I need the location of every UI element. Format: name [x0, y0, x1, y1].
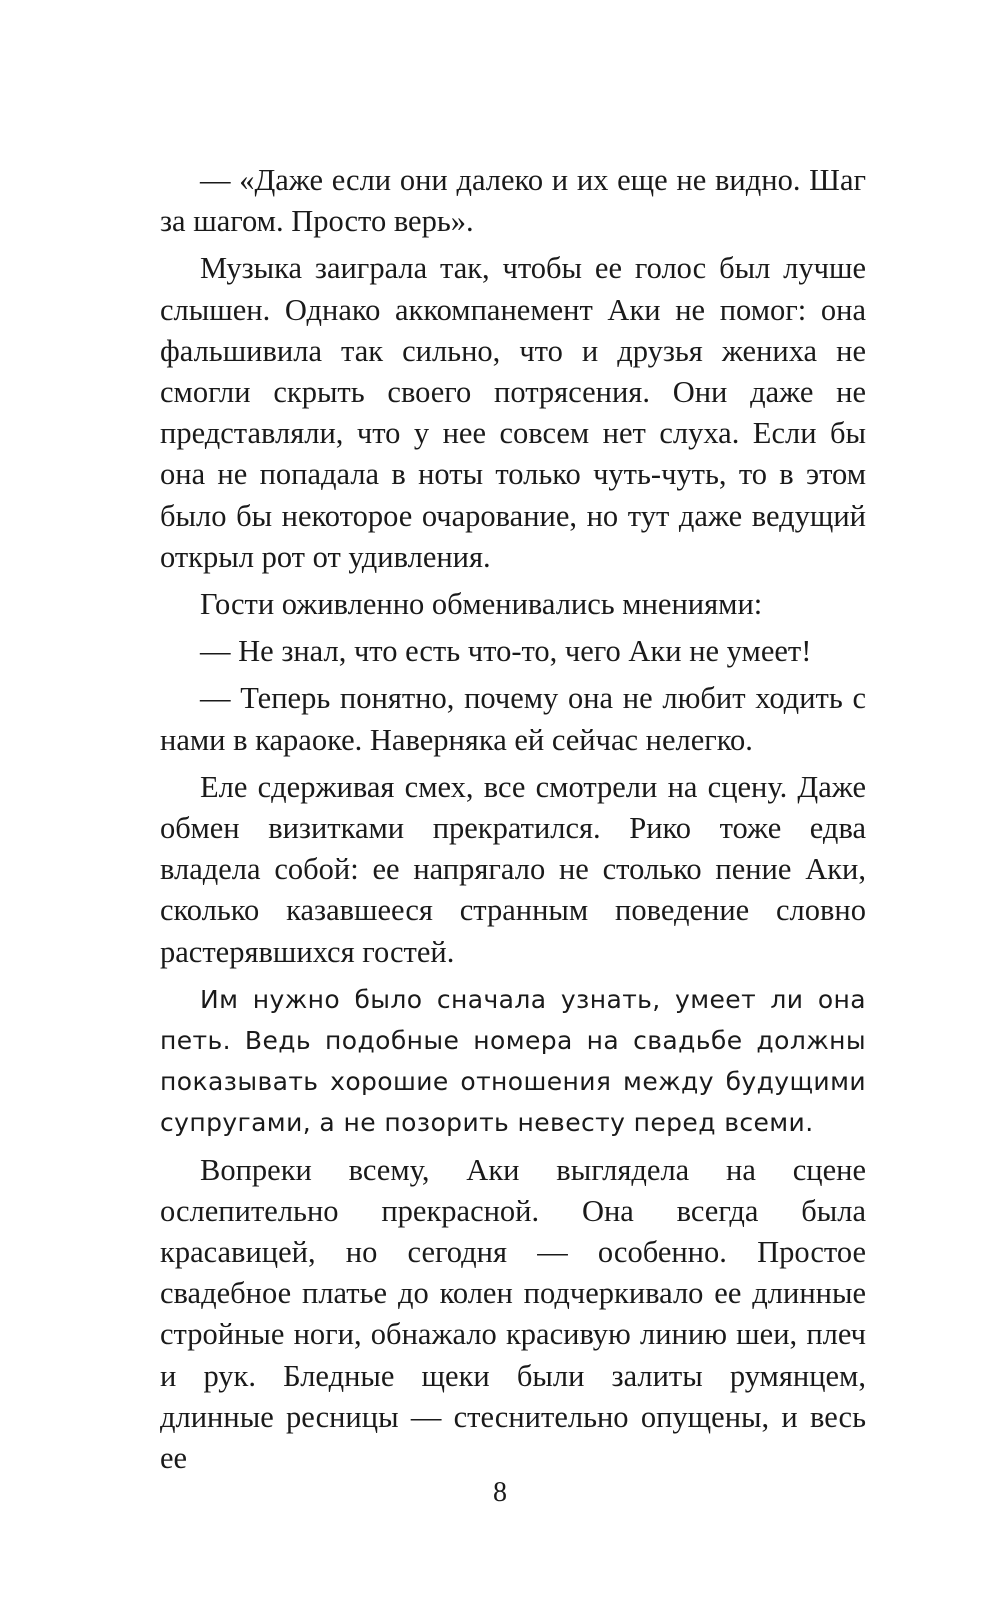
paragraph-thought: Им нужно было сначала узнать, умеет ли она петь. Ведь подобные номера на свадьбе должны показывать хорошие отношения между будущими супругами, а не позорить невесту перед всеми. — [160, 984, 866, 1138]
paragraph-guests: Гости оживленно обменивались мнениями: — [200, 587, 763, 622]
body-text — [160, 160, 866, 1479]
paragraph-dialogue-quote: — «Даже если они далеко и их еще не видно. Шаг за шагом. Просто верь». — [160, 163, 866, 239]
paragraph-dialogue-2: — Теперь понятно, почему она не любит ходить с нами в караоке. Наверняка ей сейчас нелегко. — [160, 681, 866, 757]
paragraph-music: Музыка заиграла так, чтобы ее голос был лучше слышен. Однако аккомпанемент Аки не помог: она фальшивила так сильно, что и друзья жениха не смогли скрыть своего потрясения. Они даже не представляли, что у нее совсем нет слуха. Если бы она не попадала в ноты только чуть-чуть, то в этом было бы некоторое очарование, но тут даже ведущий открыл рот от удивления. — [160, 251, 866, 574]
paragraph-dialogue-1: — Не знал, что есть что-то, чего Аки не умеет! — [200, 634, 812, 669]
paragraph-aki-beauty: Вопреки всему, Аки выглядела на сцене ослепительно прекрасной. Она всегда была красавицей, но сегодня — особенно. Простое свадебное платье до колен подчеркивало ее длинные стройные ноги, обнажало красивую линию шеи, плеч и рук. Бледные щеки были залиты румянцем, длинные ресницы — стеснительно опущены, и весь ее — [160, 1152, 866, 1476]
paragraph-laughter: Еле сдерживая смех, все смотрели на сцену. Даже обмен визитками прекратился. Рико тоже едва владела собой: ее напрягало не столько пение Аки, сколько казавшееся странным поведение словно растерявшихся гостей. — [160, 769, 866, 969]
page-number: 8 — [493, 1477, 507, 1508]
